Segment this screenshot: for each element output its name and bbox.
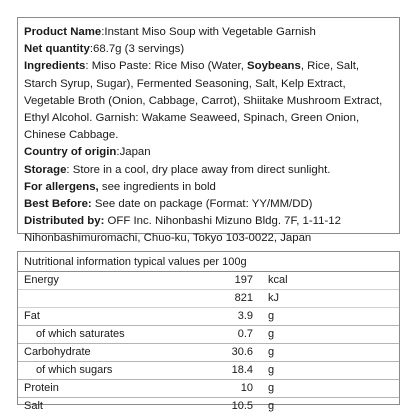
- nutrient-value: 821: [234, 292, 253, 304]
- nutrition-header: Nutritional information typical values per 100g: [18, 252, 399, 272]
- nutrient-name: Fat: [24, 310, 40, 322]
- origin-label: Country of origin: [24, 146, 117, 159]
- distributor-block: [24, 213, 393, 247]
- origin-sep: :: [116, 146, 120, 159]
- nutrient-unit: g: [268, 346, 275, 358]
- nutrient-unit: g: [268, 328, 275, 340]
- nutrition-row: [18, 398, 399, 415]
- best-before-line: [24, 196, 393, 213]
- nutrient-value: 10: [240, 382, 253, 394]
- origin-line: [24, 144, 393, 161]
- net-quantity-label: Net quantity: [24, 43, 90, 56]
- origin-value: Japan: [119, 146, 151, 159]
- ingredients-label: Ingredients: [24, 60, 86, 73]
- nutrient-unit: g: [268, 400, 275, 412]
- nutrient-unit: kcal: [268, 274, 288, 286]
- net-quantity-value: 68.7g (3 servings): [93, 43, 185, 56]
- distributor-label: Distributed by:: [24, 215, 105, 228]
- best-before-label: Best Before:: [24, 198, 92, 211]
- ingredients-block: [24, 58, 393, 144]
- ingredients-text-2: , Rice, Salt, Starch Syrup, Sugar), Fermented Seasoning, Salt, Kelp Extract, Vegetable Broth (Onion, Cabbage, Carrot), Shiitake Mushroom Extract, Ethyl Alcohol. Garnish: Wakame Seaweed, Spinach, Green Onion, Chinese Cabbage.: [24, 60, 383, 142]
- nutrition-row: [18, 326, 399, 344]
- nutrient-unit: g: [268, 364, 275, 376]
- product-name-value: Instant Miso Soup with Vegetable Garnish: [104, 26, 316, 38]
- nutrition-row: [18, 308, 399, 326]
- allergens-label: For allergens,: [24, 180, 99, 193]
- nutrition-row: [18, 380, 399, 398]
- ingredients-allergen: Soybeans: [247, 60, 301, 73]
- nutrient-value: 197: [234, 274, 253, 286]
- nutrition-row: [18, 344, 399, 362]
- best-before-value: See date on package (Format: YY/MM/DD): [91, 198, 313, 211]
- storage-label: Storage: [24, 163, 67, 176]
- allergens-value: see ingredients in bold: [98, 180, 216, 193]
- nutrition-row: [18, 290, 399, 308]
- product-info-box: [17, 17, 400, 245]
- allergens-line: [24, 179, 393, 196]
- nutrient-name: Carbohydrate: [24, 346, 91, 358]
- nutrition-rows: [18, 272, 399, 415]
- storage-sep: :: [66, 163, 70, 176]
- storage-line: [24, 162, 393, 179]
- ingredients-text-1: Miso Paste: Rice Miso (Water,: [88, 60, 248, 73]
- nutrient-name: Protein: [24, 382, 59, 394]
- storage-value: Store in a cool, dry place away from direct sunlight.: [69, 163, 331, 176]
- nutrition-table: [17, 251, 400, 412]
- product-name-line: [24, 24, 393, 41]
- ingredients-sep: :: [85, 60, 89, 73]
- net-quantity-sep: :: [89, 43, 93, 56]
- nutrient-value: 10.5: [231, 400, 253, 412]
- nutrient-value: 0.7: [237, 328, 253, 340]
- nutrition-row: [18, 272, 399, 290]
- nutrient-name: Energy: [24, 274, 59, 286]
- nutrient-value: 18.4: [231, 364, 253, 376]
- nutrient-unit: kJ: [268, 292, 279, 304]
- nutrient-name: of which saturates: [36, 328, 125, 340]
- nutrient-unit: g: [268, 310, 275, 322]
- net-quantity-line: [24, 41, 393, 58]
- product-name-sep: :: [101, 26, 105, 38]
- nutrition-row: [18, 362, 399, 380]
- nutrient-name: of which sugars: [36, 364, 113, 376]
- nutrient-value: 3.9: [237, 310, 253, 322]
- nutrient-unit: g: [268, 382, 275, 394]
- product-name-label: Product Name: [24, 26, 102, 38]
- nutrient-value: 30.6: [231, 346, 253, 358]
- nutrient-name: Salt: [24, 400, 43, 412]
- distributor-value: OFF Inc. Nihonbashi Mizuno Bldg. 7F, 1-11-12 Nihonbashimuromachi, Chuo-ku, Tokyo 103-0022, Japan: [24, 215, 341, 245]
